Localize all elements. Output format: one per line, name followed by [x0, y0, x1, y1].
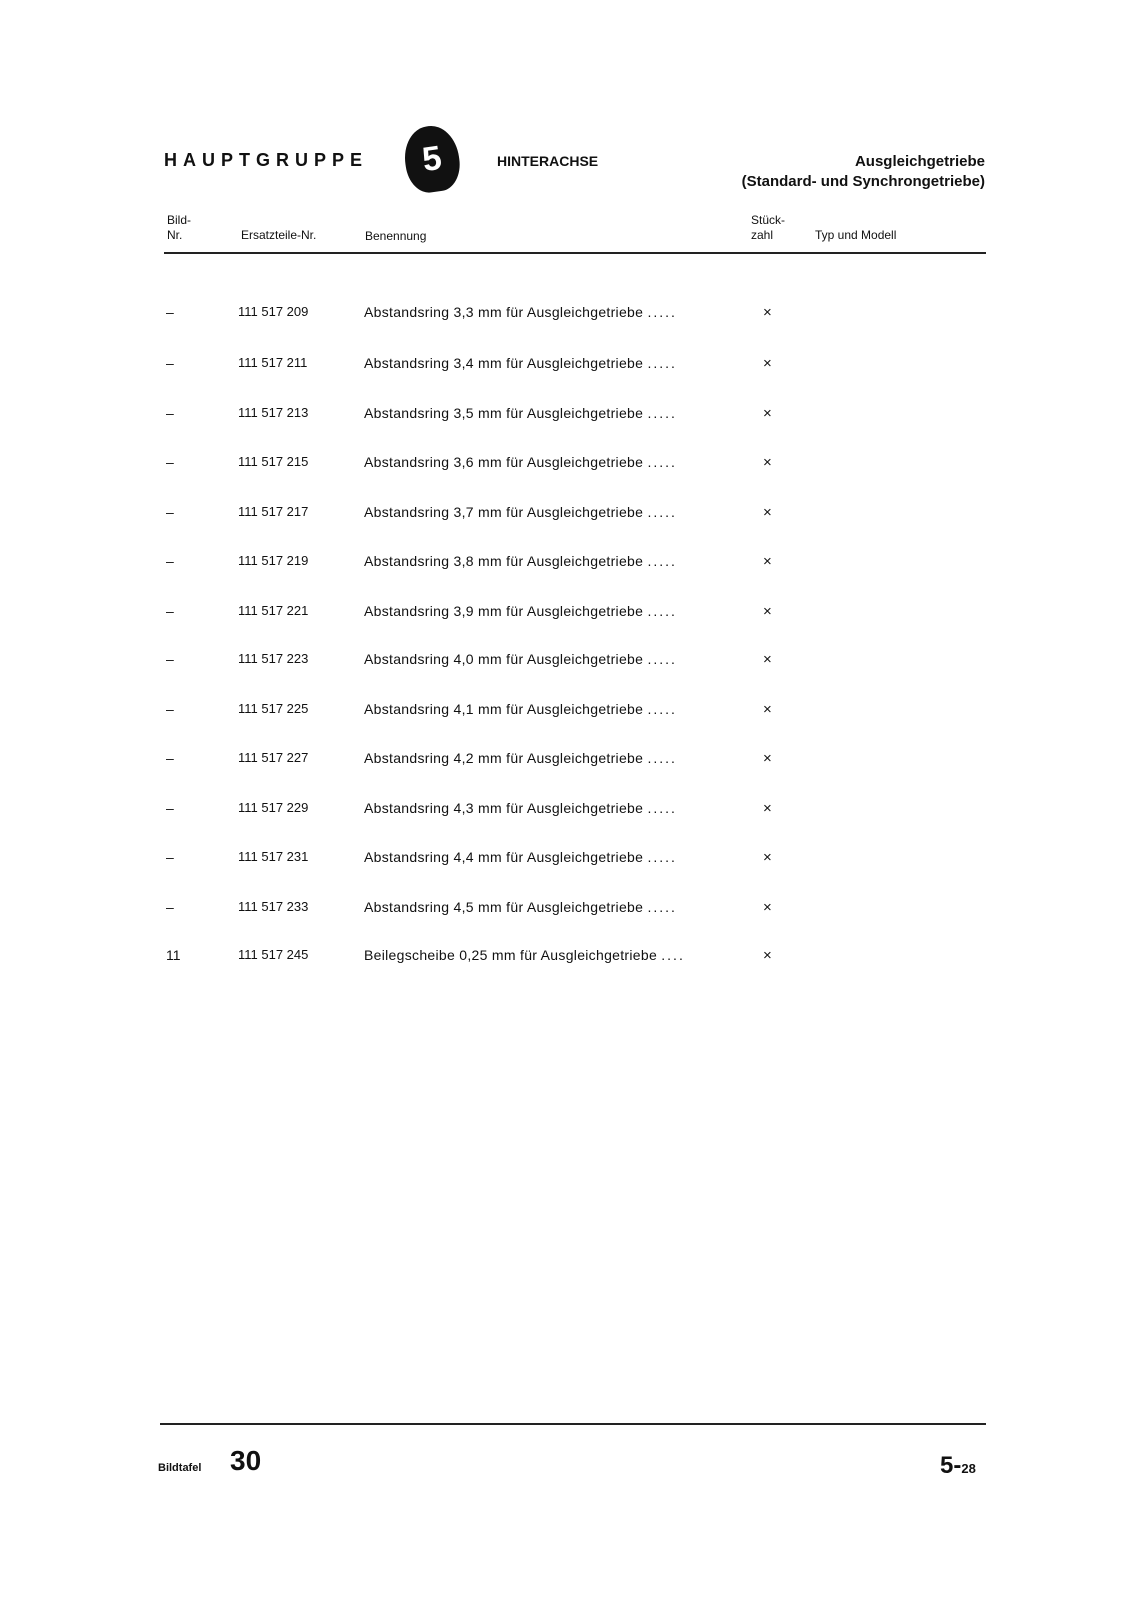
table-row	[0, 800, 1135, 824]
part-number: 111 517 231	[238, 849, 309, 864]
table-row	[0, 603, 1135, 627]
part-number: 111 517 217	[238, 504, 309, 519]
part-description: Abstandsring 3,7 mm für Ausgleichgetriebe .....	[364, 504, 677, 520]
part-number: 111 517 209	[238, 304, 309, 319]
quantity: ×	[763, 849, 772, 866]
bild-nr: 11	[166, 947, 181, 963]
bild-nr: –	[166, 800, 174, 816]
part-number: 111 517 223	[238, 651, 309, 666]
part-description: Abstandsring 3,3 mm für Ausgleichgetriebe .....	[364, 304, 677, 320]
bild-nr: –	[166, 701, 174, 717]
part-description: Abstandsring 4,5 mm für Ausgleichgetriebe .....	[364, 899, 677, 915]
subsection-line-2: (Standard- und Synchrongetriebe)	[741, 173, 985, 190]
part-description: Beilegscheibe 0,25 mm für Ausgleichgetriebe ....	[364, 947, 685, 963]
quantity: ×	[763, 899, 772, 916]
table-row	[0, 849, 1135, 873]
plate-number: 30	[230, 1445, 262, 1476]
page-number	[940, 1452, 976, 1480]
bild-nr: –	[166, 750, 174, 766]
part-number: 111 517 245	[238, 947, 309, 962]
quantity: ×	[763, 750, 772, 767]
group-number-badge	[401, 123, 464, 196]
subsection-title	[742, 152, 985, 192]
part-number: 111 517 215	[238, 454, 309, 469]
part-number: 111 517 229	[238, 800, 309, 815]
part-description: Abstandsring 3,9 mm für Ausgleichgetriebe .....	[364, 603, 677, 619]
part-description: Abstandsring 4,0 mm für Ausgleichgetriebe .....	[364, 651, 677, 667]
part-number: 111 517 233	[238, 899, 309, 914]
table-row	[0, 405, 1135, 429]
quantity: ×	[763, 553, 772, 570]
bild-nr: –	[166, 603, 174, 619]
bild-nr: –	[166, 304, 174, 320]
table-row	[0, 504, 1135, 528]
bild-nr: –	[166, 454, 174, 470]
subsection-line-1: Ausgleichgetriebe	[854, 153, 985, 170]
table-row	[0, 947, 1135, 971]
col-header-typ: Typ und Modell	[815, 228, 897, 242]
quantity: ×	[763, 405, 772, 422]
col-header-stueckzahl	[751, 213, 785, 243]
part-number: 111 517 225	[238, 701, 309, 716]
bild-nr: –	[166, 553, 174, 569]
col-header-benennung: Benennung	[365, 229, 427, 243]
page-main: 5	[940, 1452, 954, 1479]
col-header-stueck-line1: Stück-	[751, 213, 786, 227]
part-description: Abstandsring 4,4 mm für Ausgleichgetriebe .....	[364, 849, 677, 865]
table-row	[0, 454, 1135, 478]
bild-nr: –	[166, 355, 174, 371]
quantity: ×	[763, 603, 772, 620]
quantity: ×	[763, 504, 772, 521]
part-number: 111 517 221	[238, 603, 309, 618]
quantity: ×	[763, 800, 772, 817]
quantity: ×	[763, 651, 772, 668]
col-header-stueck-line2: zahl	[751, 228, 774, 242]
quantity: ×	[763, 304, 772, 321]
part-description: Abstandsring 4,2 mm für Ausgleichgetriebe .....	[364, 750, 677, 766]
quantity: ×	[763, 701, 772, 718]
part-description: Abstandsring 3,6 mm für Ausgleichgetriebe .....	[364, 454, 677, 470]
part-number: 111 517 219	[238, 553, 309, 568]
table-row	[0, 750, 1135, 774]
table-row	[0, 651, 1135, 675]
part-description: Abstandsring 3,5 mm für Ausgleichgetriebe .....	[364, 405, 677, 421]
col-header-bild-line1: Bild-	[167, 213, 192, 227]
group-number: 5	[419, 138, 444, 179]
footer-rule	[160, 1423, 986, 1425]
part-description: Abstandsring 4,1 mm für Ausgleichgetriebe .....	[364, 701, 677, 717]
bild-nr: –	[166, 899, 174, 915]
part-number: 111 517 213	[238, 405, 309, 420]
part-number: 111 517 227	[238, 750, 309, 765]
col-header-bild-line2: Nr.	[167, 228, 183, 242]
table-row	[0, 355, 1135, 379]
page-sub: 28	[961, 1461, 976, 1476]
group-label: HAUPTGRUPPE	[164, 150, 369, 170]
bild-nr: –	[166, 849, 174, 865]
page-separator: -	[953, 1452, 962, 1479]
bild-nr: –	[166, 405, 174, 421]
part-description: Abstandsring 4,3 mm für Ausgleichgetriebe .....	[364, 800, 677, 816]
table-row	[0, 899, 1135, 923]
section-title: HINTERACHSE	[497, 153, 599, 169]
col-header-bild	[167, 213, 191, 243]
quantity: ×	[763, 947, 772, 964]
bild-nr: –	[166, 504, 174, 520]
table-row	[0, 553, 1135, 577]
plate-label: Bildtafel	[158, 1462, 202, 1474]
header-rule	[164, 252, 986, 254]
table-row	[0, 304, 1135, 328]
quantity: ×	[763, 454, 772, 471]
table-row	[0, 701, 1135, 725]
quantity: ×	[763, 355, 772, 372]
part-number: 111 517 211	[238, 355, 308, 370]
col-header-ersatzteile: Ersatzteile-Nr.	[241, 228, 317, 242]
bild-nr: –	[166, 651, 174, 667]
part-description: Abstandsring 3,4 mm für Ausgleichgetriebe .....	[364, 355, 677, 371]
part-description: Abstandsring 3,8 mm für Ausgleichgetriebe .....	[364, 553, 677, 569]
